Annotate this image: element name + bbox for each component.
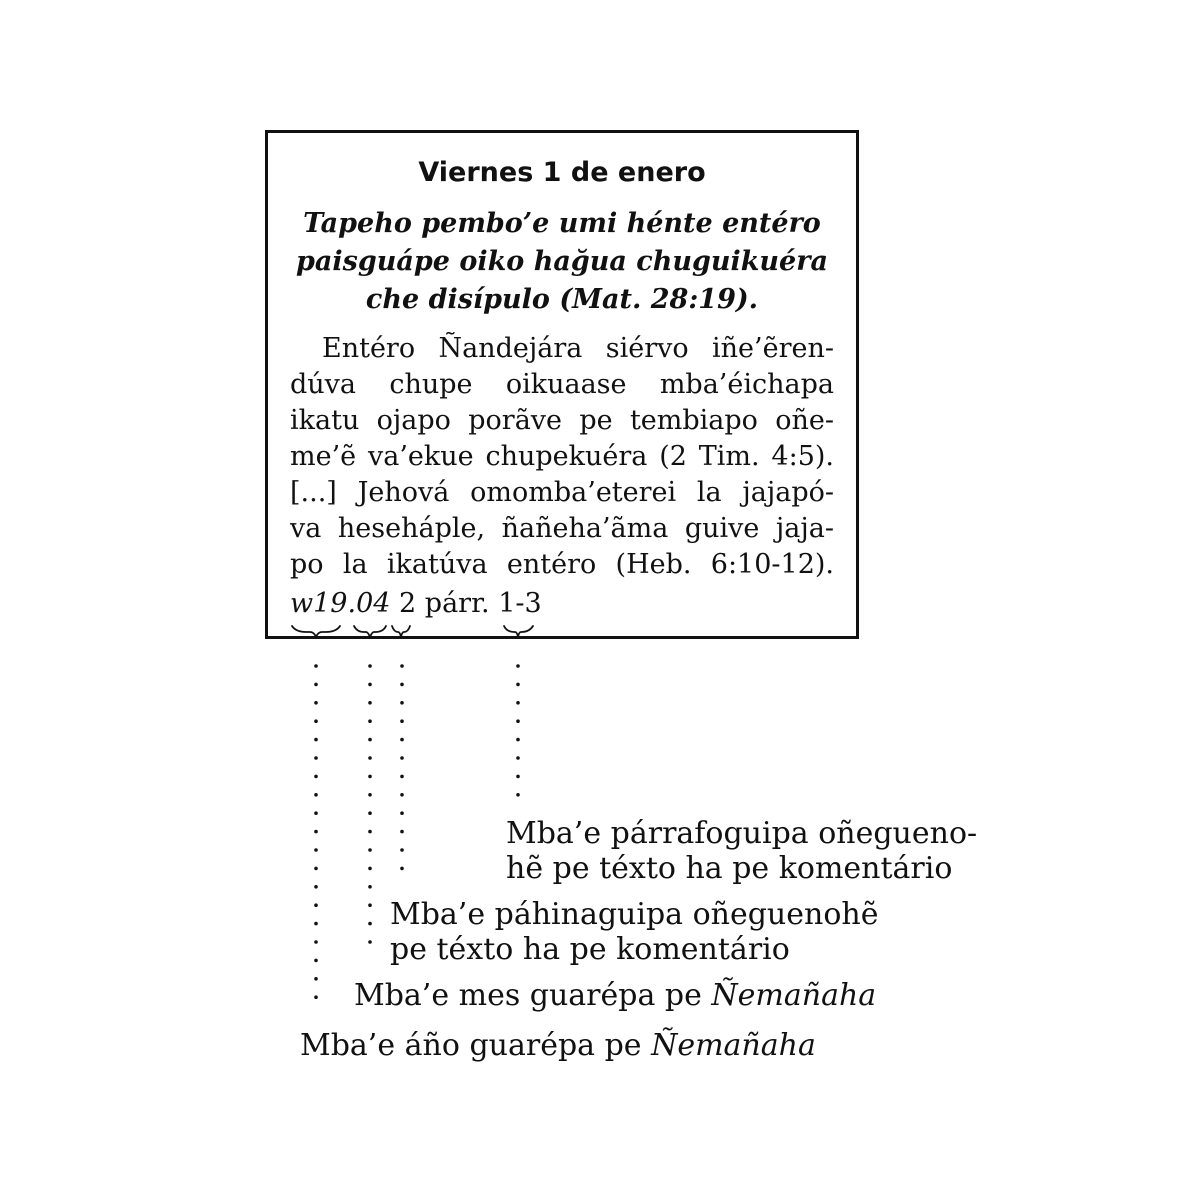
comment-line-7: po la ikatúva entéro (Heb. 6:10-12). <box>290 549 834 580</box>
label-page <box>390 897 878 967</box>
label-paragraphs-line-2: hẽ pe téxto ha pe komentário <box>506 851 953 886</box>
label-paragraphs-line-1: Mba’e párrafoguipa oñegueno- <box>506 816 978 851</box>
ref-page: 2 <box>399 588 417 619</box>
ref-paragraph-label: párr. <box>424 588 490 619</box>
theme-line-1: Tapeho pembo’e umi hénte entéro <box>303 208 821 239</box>
brace-year <box>292 626 340 637</box>
ref-publication-year: w19 <box>290 588 348 619</box>
label-page-line-1: Mba’e páhinaguipa oñeguenohẽ <box>390 897 879 932</box>
brace-page <box>392 626 410 637</box>
comment-line-2: dúva chupe oikuaase mba’éichapa <box>290 369 834 400</box>
comment-line-6: va heseháple, ñañeha’ãma guive jaja- <box>290 513 834 544</box>
ref-paragraphs: 1-3 <box>498 588 542 619</box>
label-paragraphs <box>506 816 977 886</box>
label-month <box>354 978 876 1013</box>
comment-line-3: ikatu ojapo porãve pe tembiapo oñe- <box>290 405 834 436</box>
ref-separator: . <box>347 588 357 619</box>
brace-paragraphs <box>504 626 533 637</box>
label-year-publication: Ñemañaha <box>651 1028 816 1063</box>
daily-text-date: Viernes 1 de enero <box>418 157 706 188</box>
label-page-line-2: pe téxto ha pe komentário <box>390 932 790 967</box>
comment-line-5: [...] Jehová omomba’eterei la jajapó- <box>290 477 834 508</box>
label-month-publication: Ñemañaha <box>711 978 877 1013</box>
comment-line-1: Entéro Ñandejára siérvo iñe’ẽren- <box>322 333 834 364</box>
label-year-text: Mba’e áño guarépa pe <box>300 1028 652 1063</box>
comment-line-4: me’ẽ va’ekue chupekuéra (2 Tim. 4:5). <box>290 441 834 472</box>
theme-line-2: paisguápe oiko hağua chuguikuéra <box>296 246 828 277</box>
ref-month: 04 <box>356 588 391 619</box>
label-month-text: Mba’e mes guarépa pe <box>354 978 712 1013</box>
theme-line-3: che disípulo (Mat. 28:19). <box>365 284 759 315</box>
brace-month <box>354 626 386 637</box>
label-year <box>300 1028 816 1063</box>
